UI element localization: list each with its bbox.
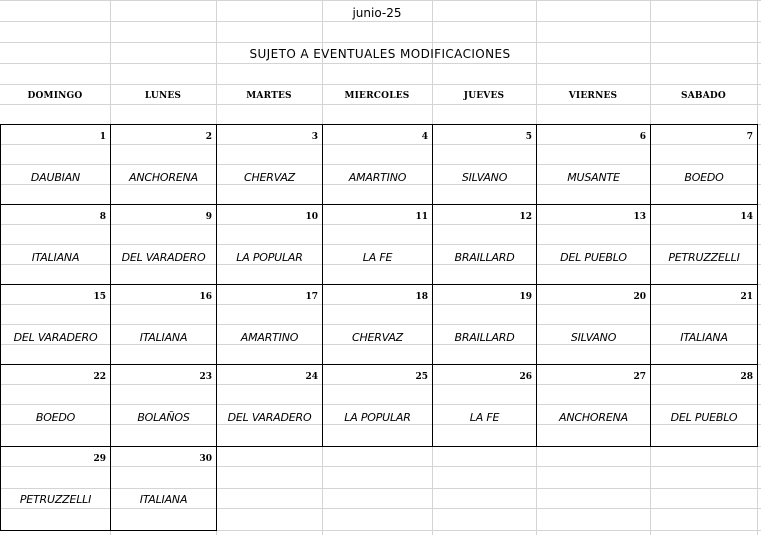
day-number: 11	[415, 212, 428, 222]
day-number: 12	[519, 212, 532, 222]
calendar-day-cell[interactable]	[216, 364, 322, 447]
day-number: 1	[99, 132, 106, 142]
day-number: 29	[93, 454, 106, 464]
calendar-day-cell[interactable]	[110, 364, 216, 447]
calendar-title[interactable]: junio-25	[352, 6, 402, 20]
calendar-day-cell[interactable]	[216, 124, 322, 205]
grid-row-line	[0, 63, 761, 64]
day-number: 21	[740, 292, 753, 302]
pharmacy-on-duty: LA POPULAR	[344, 411, 411, 424]
day-number: 13	[633, 212, 646, 222]
calendar-day-cell[interactable]	[110, 446, 217, 531]
day-number: 19	[519, 292, 532, 302]
pharmacy-on-duty: ITALIANA	[139, 493, 188, 506]
day-number: 10	[305, 212, 318, 222]
pharmacy-on-duty: DAUBIAN	[30, 171, 81, 184]
weekday-header-domingo[interactable]: DOMINGO	[27, 91, 83, 101]
day-number: 16	[199, 292, 212, 302]
pharmacy-on-duty: ITALIANA	[31, 251, 80, 264]
pharmacy-on-duty: ITALIANA	[680, 331, 728, 344]
calendar-day-cell[interactable]	[432, 364, 536, 447]
day-number: 26	[519, 372, 532, 382]
calendar-day-cell[interactable]	[0, 124, 110, 205]
calendar-day-cell[interactable]	[322, 364, 432, 447]
pharmacy-on-duty: MUSANTE	[567, 171, 620, 184]
pharmacy-on-duty: PETRUZZELLI	[19, 493, 92, 506]
weekday-header-martes[interactable]: MARTES	[246, 91, 292, 101]
calendar-day-cell[interactable]	[110, 284, 216, 365]
calendar-day-cell[interactable]	[650, 124, 758, 205]
pharmacy-on-duty: BRAILLARD	[454, 331, 515, 344]
day-number: 17	[305, 292, 318, 302]
calendar-day-cell[interactable]	[110, 124, 216, 205]
pharmacy-on-duty: DEL PUEBLO	[560, 251, 627, 264]
day-number: 7	[746, 132, 753, 142]
day-number: 27	[633, 372, 646, 382]
pharmacy-on-duty: BOEDO	[684, 171, 724, 184]
pharmacy-on-duty: PETRUZZELLI	[668, 251, 740, 264]
grid-row-line	[0, 42, 761, 43]
pharmacy-on-duty: DEL VARADERO	[13, 331, 98, 344]
day-number: 8	[99, 212, 106, 222]
calendar-day-cell[interactable]	[216, 284, 322, 365]
calendar-day-cell[interactable]	[536, 284, 650, 365]
grid-row-line	[0, 21, 761, 22]
calendar-day-cell[interactable]	[432, 124, 536, 205]
pharmacy-on-duty: DEL VARADERO	[227, 411, 312, 424]
day-number: 30	[199, 454, 212, 464]
calendar-day-cell[interactable]	[0, 364, 110, 447]
day-number: 22	[93, 372, 106, 382]
day-number: 15	[93, 292, 106, 302]
pharmacy-on-duty: LA POPULAR	[236, 251, 303, 264]
day-number: 5	[525, 132, 532, 142]
pharmacy-on-duty: BRAILLARD	[454, 251, 515, 264]
day-number: 28	[740, 372, 753, 382]
weekday-header-viernes[interactable]: VIERNES	[568, 91, 618, 101]
pharmacy-on-duty: LA FE	[362, 251, 393, 264]
calendar-day-cell[interactable]	[650, 284, 758, 365]
pharmacy-on-duty: ANCHORENA	[129, 171, 198, 184]
calendar-day-cell[interactable]	[322, 204, 432, 285]
calendar-day-cell[interactable]	[322, 124, 432, 205]
pharmacy-on-duty: BOEDO	[35, 411, 76, 424]
calendar-day-cell[interactable]	[536, 364, 650, 447]
weekday-header-sabado[interactable]: SABADO	[681, 91, 726, 101]
day-number: 14	[740, 212, 753, 222]
calendar-day-cell[interactable]	[0, 204, 110, 285]
pharmacy-on-duty: AMARTINO	[240, 331, 299, 344]
calendar-day-cell[interactable]	[0, 446, 110, 531]
day-number: 2	[205, 132, 212, 142]
day-number: 18	[415, 292, 428, 302]
day-number: 24	[305, 372, 318, 382]
calendar-day-cell[interactable]	[650, 364, 758, 447]
pharmacy-on-duty: AMARTINO	[348, 171, 407, 184]
day-number: 4	[421, 132, 428, 142]
calendar-subtitle[interactable]: SUJETO A EVENTUALES MODIFICACIONES	[249, 47, 511, 61]
pharmacy-on-duty: BOLAÑOS	[137, 411, 190, 424]
pharmacy-on-duty: CHERVAZ	[244, 171, 295, 184]
pharmacy-on-duty: ANCHORENA	[559, 411, 628, 424]
day-number: 6	[639, 132, 646, 142]
calendar-day-cell[interactable]	[432, 284, 536, 365]
calendar-day-cell[interactable]	[0, 284, 110, 365]
pharmacy-on-duty: DEL PUEBLO	[670, 411, 738, 424]
calendar-day-cell[interactable]	[110, 204, 216, 285]
calendar-day-cell[interactable]	[432, 204, 536, 285]
day-number: 9	[205, 212, 212, 222]
grid-row-line	[0, 84, 761, 85]
calendar-day-cell[interactable]	[322, 284, 432, 365]
weekday-header-jueves[interactable]: JUEVES	[463, 91, 505, 101]
weekday-header-miercoles[interactable]: MIERCOLES	[344, 91, 410, 101]
day-number: 20	[633, 292, 646, 302]
pharmacy-on-duty: LA FE	[469, 411, 500, 424]
day-number: 3	[311, 132, 318, 142]
day-number: 25	[415, 372, 428, 382]
weekday-header-lunes[interactable]: LUNES	[144, 91, 182, 101]
pharmacy-on-duty: DEL VARADERO	[121, 251, 206, 264]
calendar-day-cell[interactable]	[650, 204, 758, 285]
calendar-day-cell[interactable]	[216, 204, 322, 285]
day-number: 23	[199, 372, 212, 382]
calendar-day-cell[interactable]	[536, 124, 650, 205]
pharmacy-on-duty: SILVANO	[570, 331, 617, 344]
pharmacy-on-duty: CHERVAZ	[352, 331, 403, 344]
calendar-day-cell[interactable]	[536, 204, 650, 285]
grid-row-line	[0, 0, 761, 1]
pharmacy-on-duty: ITALIANA	[139, 331, 188, 344]
pharmacy-on-duty: SILVANO	[461, 171, 508, 184]
